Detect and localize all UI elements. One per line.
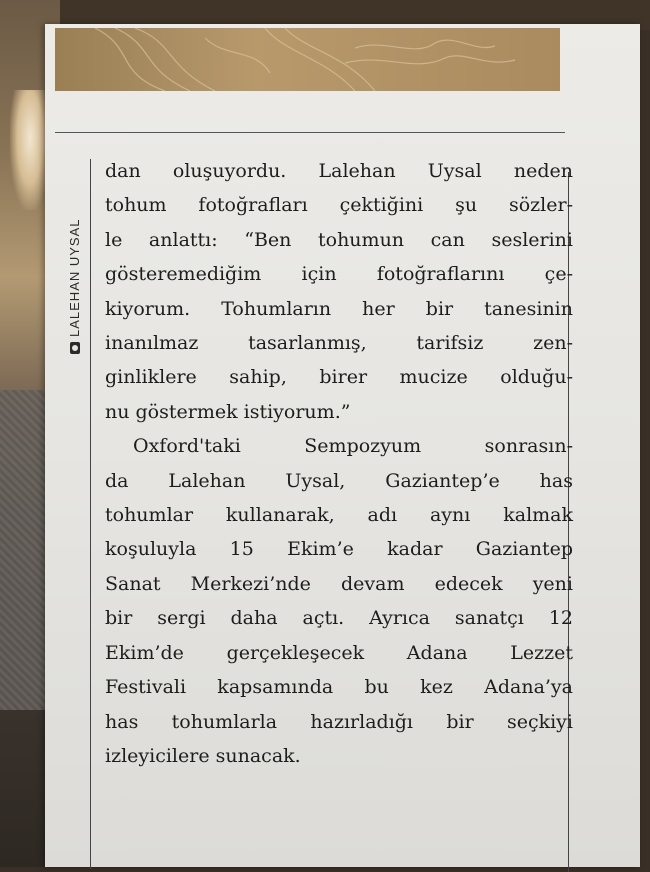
article-line: inanılmaz tasarlanmış, tarifsiz zen-	[105, 332, 573, 355]
article-line: da Lalehan Uysal, Gaziantep’e has	[105, 469, 573, 492]
photographer-name: LALEHAN UYSAL	[67, 218, 82, 337]
frame-rule-left	[90, 159, 91, 869]
header-rule	[55, 132, 565, 133]
article-line: tohumlar kullanarak, adı aynı kalmak	[105, 504, 573, 527]
article-line: koşuluyla 15 Ekim’e kadar Gaziantep	[105, 538, 573, 561]
article-line: Ekim’de gerçekleşecek Adana Lezzet	[105, 641, 573, 664]
article-body	[105, 154, 573, 773]
camera-icon	[70, 342, 80, 354]
contour-pattern	[55, 28, 560, 91]
article-line: le anlattı: “Ben tohumun can seslerini	[105, 228, 573, 251]
article-line: has tohumlarla hazırladığı bir seçkiyi	[105, 710, 573, 733]
article-line: Oxford'taki Sempozyum sonrasın-	[133, 435, 573, 458]
article-line: gösteremediğim için fotoğraflarını çe-	[105, 263, 573, 286]
decorative-gold-band	[55, 28, 560, 91]
article-line: izleyicilere sunacak.	[105, 744, 301, 767]
article-line: nu göstermek istiyorum.”	[105, 400, 351, 423]
article-line: ginliklere sahip, birer mucize olduğu-	[105, 366, 573, 389]
photo-highlight	[10, 90, 50, 210]
article-line: bir sergi daha açtı. Ayrıca sanatçı 12	[105, 607, 573, 630]
magazine-page	[45, 24, 640, 867]
article-line: dan oluşuyordu. Lalehan Uysal neden	[105, 160, 573, 182]
article-line: Sanat Merkezi’nde devam edecek yeni	[105, 572, 573, 595]
article-line: Festivali kapsamında bu kez Adana’ya	[105, 676, 573, 699]
article-line: tohum fotoğrafları çektiğini şu sözler-	[105, 194, 573, 217]
article-line: kiyorum. Tohumların her bir tanesinin	[105, 297, 573, 320]
photo-credit-text-wrap	[67, 219, 82, 355]
photo-credit	[45, 149, 85, 369]
